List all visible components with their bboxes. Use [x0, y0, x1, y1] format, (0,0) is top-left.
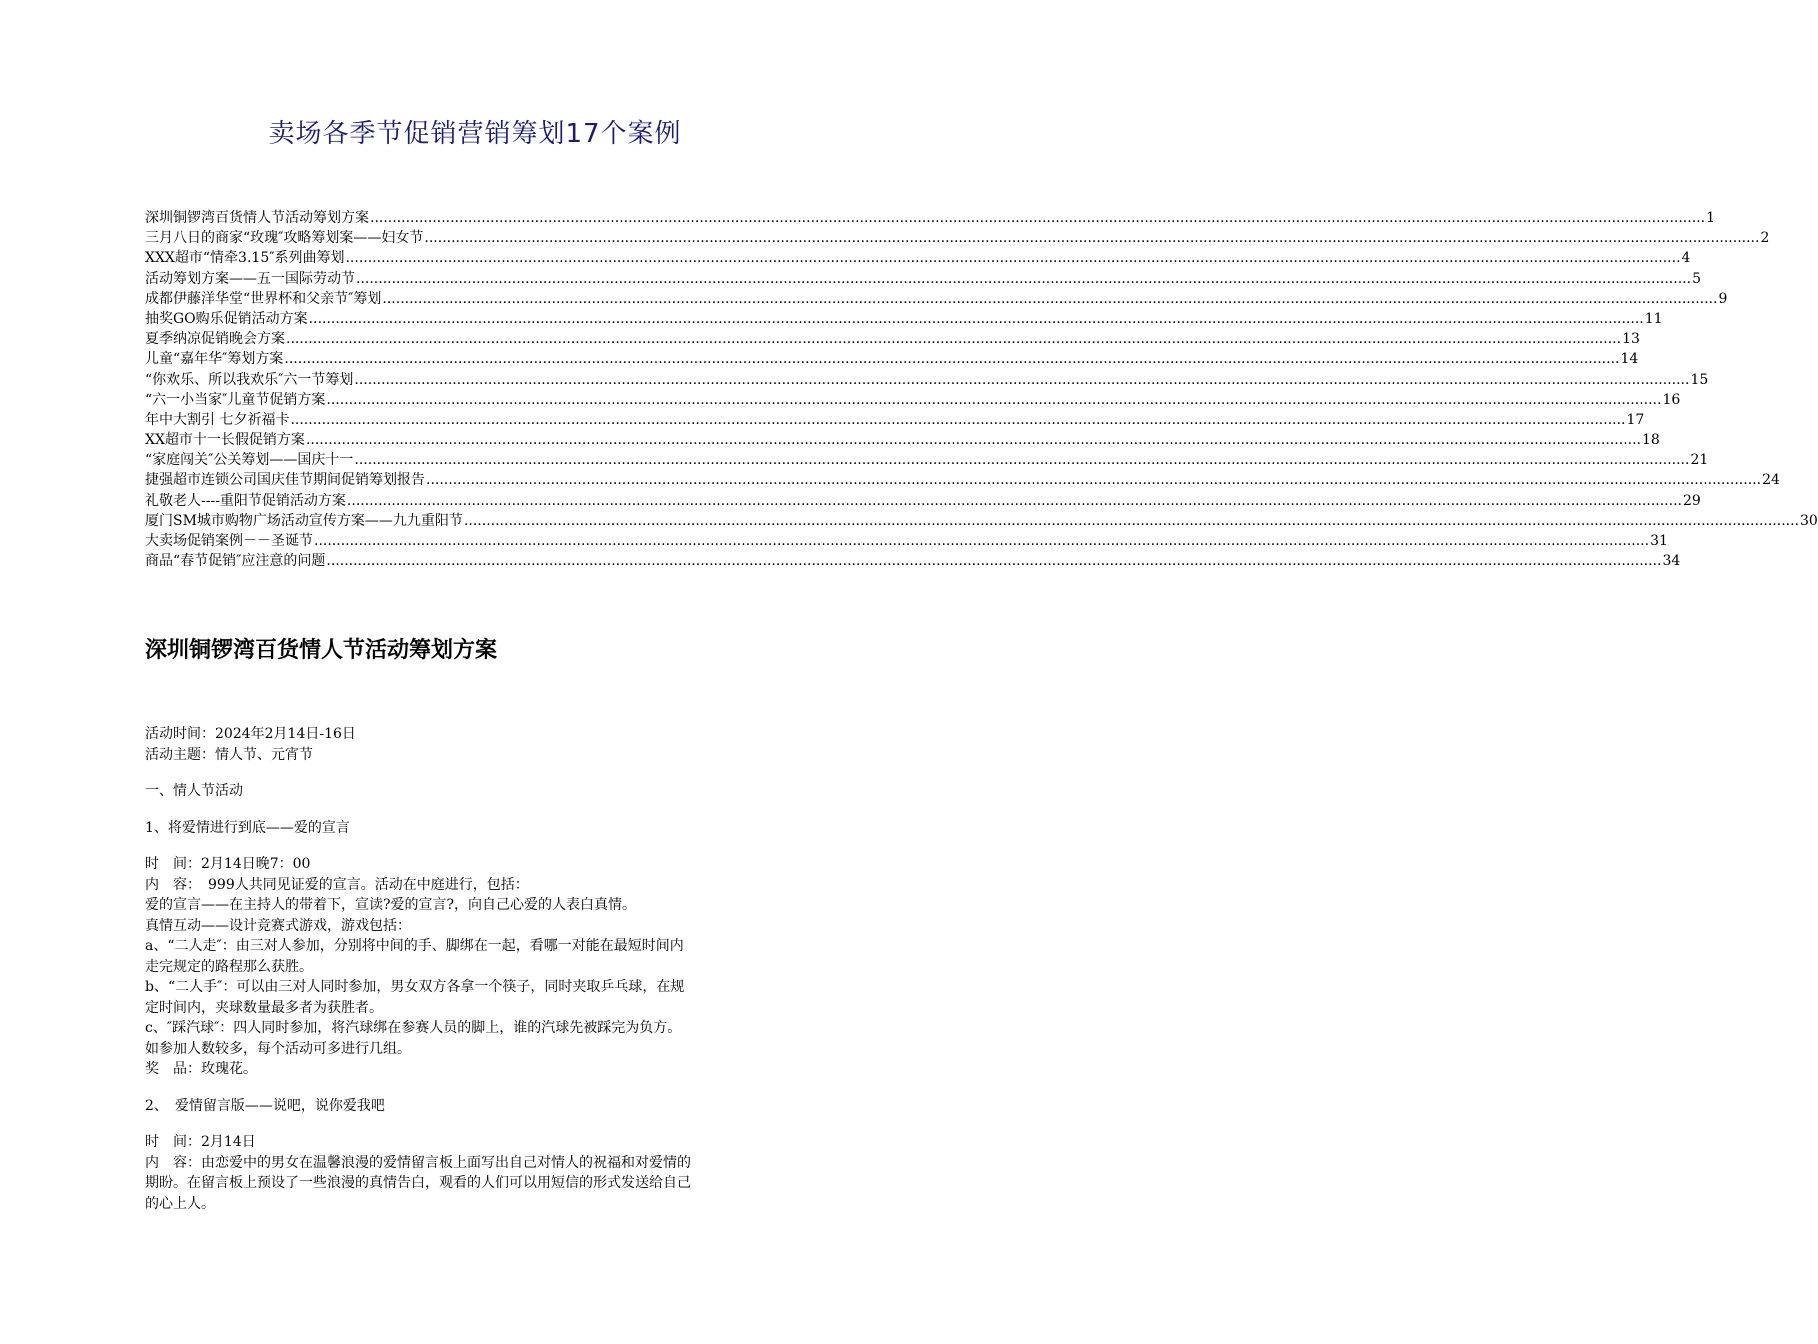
toc-entry[interactable] — [145, 349, 1639, 369]
toc-entry-label: “你欢乐、所以我欢乐″六一节筹划 — [145, 371, 354, 388]
toc-entry[interactable] — [145, 430, 1660, 450]
body-line: 期盼。在留言板上预设了一些浪漫的真情告白，观看的人们可以用短信的形式发送给自己 — [145, 1175, 691, 1191]
toc-entry-page: 2 — [1760, 230, 1770, 247]
body-line: 走完规定的路程那么获胜。 — [145, 958, 313, 975]
item-2-content — [145, 1132, 810, 1214]
toc-entry-label: 抽奖GO购乐促销活动方案 — [145, 310, 308, 327]
toc-entry-page: 29 — [1682, 492, 1701, 509]
table-of-contents — [145, 208, 1818, 571]
toc-entry[interactable] — [145, 208, 1715, 228]
toc-leader-dots: ............................................................................................................................................................................................................................................................................................................ — [326, 553, 1662, 570]
toc-entry[interactable] — [145, 228, 1770, 248]
body-line: 真情互动——设计竞赛式游戏，游戏包括： — [145, 917, 411, 934]
body-line: 时 间：2月14日 — [145, 1134, 256, 1150]
toc-entry-label: 深圳铜锣湾百货情人节活动筹划方案 — [145, 210, 369, 226]
toc-entry-page: 9 — [1718, 290, 1728, 307]
part-heading: 一、情人节活动 — [145, 783, 243, 799]
toc-leader-dots: ............................................................................................................................................................................................................................................................................................................ — [382, 290, 1718, 307]
body-line: 如参加人数较多，每个活动可多进行几组。 — [145, 1040, 411, 1057]
toc-entry-label: XXX超市“情牵3.15″系列曲筹划 — [145, 250, 345, 267]
section-body — [145, 724, 810, 1214]
toc-entry-label: “六一小当家″儿童节促销方案 — [145, 391, 326, 408]
toc-entry-label: “家庭闯关″公关筹划——国庆十一 — [145, 452, 354, 469]
toc-entry[interactable] — [145, 390, 1681, 410]
toc-entry-label: 厦门SM城市购物广场活动宣传方案——九九重阳节 — [145, 512, 463, 529]
toc-entry-label: XX超市十一长假促销方案 — [145, 432, 305, 449]
toc-entry-label: 夏季纳凉促销晚会方案 — [145, 331, 285, 348]
toc-leader-dots: ............................................................................................................................................................................................................................................................................................................ — [354, 371, 1690, 388]
toc-entry-label: 大卖场促销案例－－圣诞节 — [145, 533, 313, 549]
body-line: 的心上人。 — [145, 1195, 215, 1212]
toc-leader-dots: ............................................................................................................................................................................................................................................................................................................ — [290, 411, 1626, 428]
toc-entry[interactable] — [145, 531, 1668, 551]
toc-entry-page: 31 — [1650, 533, 1668, 549]
toc-entry-page: 1 — [1706, 210, 1715, 226]
toc-leader-dots: ............................................................................................................................................................................................................................................................................................................ — [463, 512, 1799, 529]
toc-entry-page: 18 — [1642, 432, 1660, 449]
toc-entry-label: 捷强超市连锁公司国庆佳节期间促销筹划报告 — [145, 472, 425, 489]
toc-leader-dots: ............................................................................................................................................................................................................................................................................................................ — [370, 210, 1706, 226]
toc-entry[interactable] — [145, 410, 1645, 430]
toc-entry-page: 15 — [1690, 371, 1709, 388]
toc-entry-label: 年中大割引 七夕祈福卡 — [145, 411, 290, 428]
body-line: 爱的宣言——在主持人的带着下，宣读?爱的宣言?，向自己心爱的人表白真情。 — [145, 897, 637, 913]
toc-entry[interactable] — [145, 309, 1663, 329]
toc-entry-label: 成都伊藤洋华堂“世界杯和父亲节″筹划 — [145, 290, 382, 307]
toc-leader-dots: ............................................................................................................................................................................................................................................................................................................ — [426, 472, 1762, 489]
activity-time: 活动时间：2024年2月14日-16日 — [145, 726, 356, 742]
toc-leader-dots: ............................................................................................................................................................................................................................................................................................................ — [286, 331, 1622, 348]
toc-leader-dots: ............................................................................................................................................................................................................................................................................................................ — [345, 250, 1681, 267]
toc-entry-page: 21 — [1690, 452, 1709, 469]
item-1-content — [145, 854, 810, 1080]
toc-leader-dots: ............................................................................................................................................................................................................................................................................................................ — [326, 391, 1662, 408]
body-line: 时 间：2月14日晚7：00 — [145, 856, 311, 872]
toc-leader-dots: ............................................................................................................................................................................................................................................................................................................ — [346, 492, 1682, 509]
body-line: c、″踩汽球″：四人同时参加，将汽球绑在参赛人员的脚上，谁的汽球先被踩完为负方。 — [145, 1020, 682, 1036]
activity-theme: 活动主题：情人节、元宵节 — [145, 746, 313, 763]
toc-leader-dots: ............................................................................................................................................................................................................................................................................................................ — [314, 533, 1650, 549]
toc-entry-page: 16 — [1662, 391, 1681, 408]
toc-entry[interactable] — [145, 248, 1691, 268]
toc-entry-page: 24 — [1762, 472, 1780, 489]
toc-entry[interactable] — [145, 289, 1728, 309]
toc-entry-label: 儿童“嘉年华″筹划方案 — [145, 351, 284, 368]
toc-leader-dots: ............................................................................................................................................................................................................................................................................................................ — [305, 432, 1641, 449]
document-title: 卖场各季节促销营销筹划17个案例 — [268, 119, 682, 149]
toc-entry[interactable] — [145, 370, 1709, 390]
toc-entry-page: 11 — [1644, 310, 1663, 327]
toc-leader-dots: ............................................................................................................................................................................................................................................................................................................ — [424, 230, 1760, 247]
toc-entry-page: 14 — [1620, 351, 1639, 368]
toc-entry[interactable] — [145, 269, 1701, 289]
body-line: 奖 品：玫瑰花。 — [145, 1061, 257, 1077]
toc-entry[interactable] — [145, 511, 1818, 531]
section-title: 深圳铜锣湾百货情人节活动筹划方案 — [145, 638, 498, 663]
body-line: a、“二人走″：由三对人参加，分别将中间的手、脚绑在一起，看哪一对能在最短时间内 — [145, 938, 684, 954]
toc-entry-page: 17 — [1626, 411, 1645, 428]
toc-entry-page: 13 — [1622, 331, 1640, 348]
toc-leader-dots: ............................................................................................................................................................................................................................................................................................................ — [308, 310, 1644, 327]
body-line: 内 容：由恋爱中的男女在温馨浪漫的爱情留言板上面写出自己对情人的祝福和对爱情的 — [145, 1154, 691, 1171]
toc-entry[interactable] — [145, 470, 1780, 490]
toc-entry-label: 商品“春节促销″应注意的问题 — [145, 553, 326, 570]
toc-leader-dots: ............................................................................................................................................................................................................................................................................................................ — [284, 351, 1620, 368]
toc-entry-label: 活动筹划方案——五一国际劳动节 — [145, 270, 355, 287]
toc-entry[interactable] — [145, 329, 1640, 349]
item-heading: 1、将爱情进行到底——爱的宣言 — [145, 819, 350, 836]
toc-entry-label: 三月八日的商家“玫瑰″攻略筹划案——妇女节 — [145, 230, 424, 247]
item-heading: 2、 爱情留言版——说吧，说你爱我吧 — [145, 1097, 385, 1114]
toc-entry[interactable] — [145, 491, 1701, 511]
toc-entry-page: 5 — [1692, 270, 1701, 287]
toc-leader-dots: ............................................................................................................................................................................................................................................................................................................ — [356, 270, 1692, 287]
toc-entry[interactable] — [145, 551, 1681, 571]
toc-entry-page: 4 — [1681, 250, 1691, 267]
toc-leader-dots: ............................................................................................................................................................................................................................................................................................................ — [354, 452, 1690, 469]
toc-entry[interactable] — [145, 450, 1709, 470]
toc-entry-page: 34 — [1662, 553, 1681, 570]
toc-entry-label: 礼敬老人----重阳节促销活动方案 — [145, 492, 346, 509]
toc-entry-page: 30 — [1800, 512, 1818, 529]
body-line: b、“二人手″：可以由三对人同时参加，男女双方各拿一个筷子，同时夹取乒乓球，在规 — [145, 979, 685, 995]
body-line: 内 容： 999人共同见证爱的宣言。活动在中庭进行，包括： — [145, 876, 529, 893]
body-line: 定时间内，夹球数量最多者为获胜者。 — [145, 999, 383, 1016]
